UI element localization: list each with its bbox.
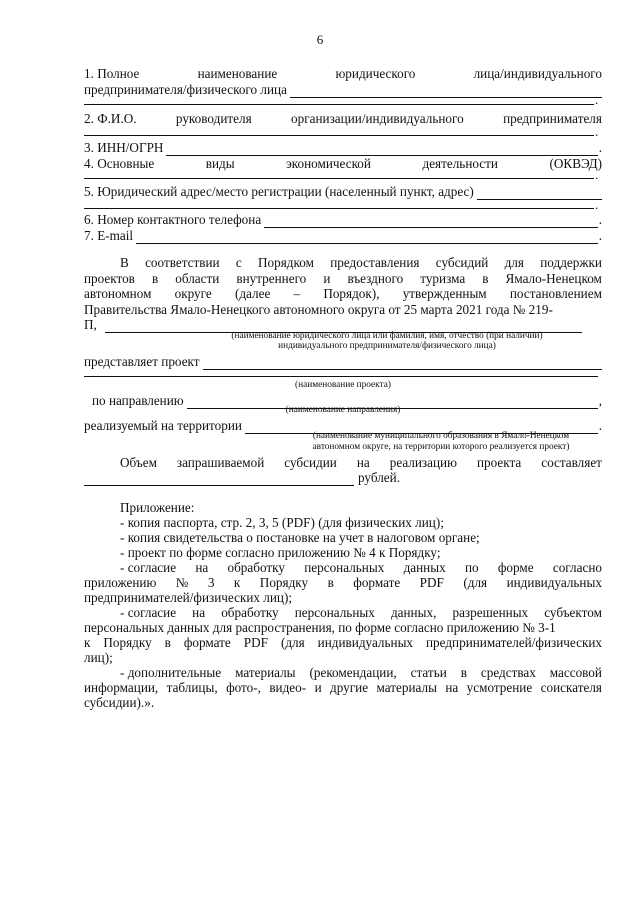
- word: персональных: [294, 605, 375, 620]
- statement-line-2: [84, 271, 602, 287]
- word: к: [84, 635, 91, 650]
- attachment-3: - проект по форме согласно приложению № 4 к Порядку;: [120, 545, 441, 560]
- field-4-input-line[interactable]: [84, 166, 594, 179]
- word: обработку: [221, 605, 279, 620]
- word: разрешенных: [452, 605, 529, 620]
- word: предпринимателей/физических: [426, 635, 602, 650]
- word: материалы: [376, 680, 437, 695]
- field-2-input-line[interactable]: [84, 123, 594, 136]
- caption-applicant-2: индивидуального предпринимателя/физического лица): [278, 341, 496, 351]
- word: (рекомендации,: [309, 665, 397, 680]
- word: (далее: [234, 286, 271, 301]
- word: формате: [183, 635, 231, 650]
- word: данных: [403, 560, 446, 575]
- caption-project: (наименование проекта): [295, 380, 391, 390]
- word: и: [314, 680, 322, 695]
- direction-label: по направлению: [92, 393, 184, 408]
- word: округе: [174, 286, 212, 301]
- field-7-line: 7. E-mail .: [84, 228, 602, 243]
- word: PDF: [243, 635, 268, 650]
- field-7-label: 7. E-mail: [84, 228, 134, 243]
- amount-unit: рублей.: [358, 470, 401, 485]
- word: форме: [497, 560, 534, 575]
- word: составляет: [541, 455, 602, 470]
- attachment-4-line-3: предпринимателей/физических лиц);: [84, 590, 293, 605]
- word: фото-,: [226, 680, 261, 695]
- word: предпринимателя: [503, 111, 602, 126]
- word: в: [482, 271, 489, 286]
- field-6-label: 6. Номер контактного телефона: [84, 212, 262, 227]
- word: наименование: [197, 66, 278, 81]
- attachment-2: - копия свидетельства о постановке на учет в налоговом органе;: [120, 530, 480, 545]
- word: согласно: [552, 560, 602, 575]
- word: по: [464, 560, 479, 575]
- word: усмотрение: [466, 680, 533, 695]
- word: для: [504, 255, 524, 270]
- word: Порядку: [259, 575, 309, 590]
- attachment-5-line-1: [120, 605, 602, 621]
- word: организации/индивидуального: [291, 111, 464, 126]
- attachment-6-line-2: [84, 680, 602, 696]
- word: Порядком: [258, 255, 314, 270]
- word: - согласие: [120, 605, 177, 620]
- caption-applicant-1: (наименование юридического лица или фамилия, имя, отчество (при наличии): [231, 331, 543, 341]
- word: предоставления: [330, 255, 420, 270]
- word: PDF: [419, 575, 444, 590]
- word: 3: [207, 575, 215, 590]
- word: материалы: [235, 665, 296, 680]
- word: запрашиваемой: [176, 455, 265, 470]
- amount-line-1: [120, 455, 602, 471]
- field-1-label: предпринимателя/физического лица: [84, 82, 287, 97]
- field-3-input-line[interactable]: [166, 144, 597, 156]
- territory-line: реализуемый на территории .: [84, 418, 602, 433]
- word: (для: [463, 575, 488, 590]
- word: в: [460, 665, 467, 680]
- word: 1. Полное: [84, 66, 140, 81]
- word: на: [356, 455, 370, 470]
- page-number: 6: [316, 32, 324, 47]
- word: 4. Основные: [84, 156, 155, 171]
- word: субсидии: [284, 455, 337, 470]
- word: на: [195, 560, 209, 575]
- word: другие: [330, 680, 369, 695]
- project-continuation-line[interactable]: [84, 366, 598, 377]
- attachment-4-line-1: [120, 560, 602, 576]
- word: утвержденным: [402, 286, 487, 301]
- word: деятельности: [422, 156, 498, 171]
- word: (ОКВЭД): [549, 156, 602, 171]
- word: –: [293, 286, 301, 301]
- word: Порядку: [103, 635, 152, 650]
- caption-direction: (наименование направления): [285, 405, 401, 415]
- amount-input-line[interactable]: [84, 474, 354, 486]
- word: и: [323, 271, 331, 286]
- field-5-label: 5. Юридический адрес/место регистрации (населенный пункт, адрес): [84, 184, 474, 199]
- attachment-1: - копия паспорта, стр. 2, 3, 5 (PDF) (для физических лиц);: [120, 515, 444, 530]
- word: - дополнительные: [120, 665, 222, 680]
- attachment-6-line-3: субсидии).».: [84, 695, 155, 710]
- word: в: [151, 271, 159, 286]
- word: В: [120, 255, 129, 270]
- amount-line-2: [84, 470, 602, 486]
- word: - согласие: [120, 560, 177, 575]
- word: приложению: [84, 575, 157, 590]
- attachment-4-line-2: [84, 575, 602, 591]
- word: виды: [205, 156, 235, 171]
- attachments-heading: Приложение:: [120, 500, 195, 515]
- word: статьи: [410, 665, 447, 680]
- word: лица/индивидуального: [473, 66, 602, 81]
- direction-line: по направлению ,: [92, 393, 602, 408]
- word: реализацию: [389, 455, 457, 470]
- field-5-continuation-line[interactable]: [84, 196, 594, 209]
- word: индивидуальных: [506, 575, 602, 590]
- project-label: представляет проект: [84, 354, 200, 369]
- field-1-continuation-line[interactable]: [84, 92, 594, 105]
- word: субсидий: [435, 255, 489, 270]
- word: индивидуальных: [317, 635, 414, 650]
- word: на: [192, 605, 206, 620]
- word: массовой: [549, 665, 602, 680]
- word: в: [327, 575, 334, 590]
- word: 2. Ф.И.О.: [84, 111, 137, 126]
- attachment-5-line-2: персональных данных для распространения, по форме согласно приложению № 3-1: [84, 620, 556, 635]
- word: субъектом: [544, 605, 602, 620]
- word: соискателя: [540, 680, 602, 695]
- word: въездного: [347, 271, 404, 286]
- word: таблицы,: [166, 680, 218, 695]
- word: автономном: [84, 286, 152, 301]
- field-1-line-1: [84, 66, 602, 82]
- word: туризма: [420, 271, 466, 286]
- attachment-5-line-4: лиц);: [84, 650, 113, 665]
- word: экономической: [286, 156, 371, 171]
- word: области: [175, 271, 220, 286]
- attachment-6-line-1: [120, 665, 602, 681]
- caption-territory-2: автономном округе, на территории которого реализуется проект): [312, 442, 570, 452]
- statement-line-3: [84, 286, 602, 302]
- word: обработку: [227, 560, 285, 575]
- word: поддержки: [540, 255, 602, 270]
- word: в: [164, 635, 171, 650]
- word: видео-: [269, 680, 307, 695]
- word: №: [175, 575, 189, 590]
- word: руководителя: [175, 111, 252, 126]
- territory-label: реализуемый на территории: [84, 418, 242, 433]
- statement-pp: П,: [84, 317, 97, 332]
- field-6-input-line[interactable]: [264, 216, 598, 228]
- word: соответствии: [145, 255, 220, 270]
- word: Порядок),: [323, 286, 380, 301]
- word: данных,: [390, 605, 437, 620]
- word: информации,: [84, 680, 159, 695]
- word: проекта: [476, 455, 522, 470]
- word: Объем: [120, 455, 157, 470]
- word: средствах: [480, 665, 536, 680]
- caption-territory-1: (наименование муниципального образования в Ямало-Ненецком: [312, 431, 570, 441]
- field-3-line: 3. ИНН/ОГРН .: [84, 140, 602, 155]
- word: персональных: [304, 560, 385, 575]
- word: юридического: [335, 66, 416, 81]
- document-page: 6 1. Полное наименование юридического лица/индивидуального предпринимателя/физического лица . 2. Ф.И.О. руководителя организации/индивидуального предпринимателя . 3. ИНН/ОГРН . 4. Основные виды экономической деятельности (ОКВЭД) . 5. Юридический адрес/место регистрации (населенный пункт, адрес) . 6. Номер контактного телефона . 7. E-mail . В соответствии с Порядком предоставления субсидий для поддержки проектов в области внутреннего и въездного туризма в Ямало-Ненецком автономном округе (далее – Порядок), утвержденным постановлением Правительства Ямало-Ненецкого автономного округа от 25 марта 2021 года № 219- П, (наименование юридического лица или фамилия, имя, отчество (при наличии) индивидуального предпринимателя/физического лица) представляет проект (наименование проекта) по направлению , (наименование направления) реализуемый на территории . (наименование муниципального образования в Ямало-Ненецком автономном округе, на территории которого реализуется проект) Объем запрашиваемой субсидии на реализацию проекта составляет рублей. Приложение: - копия паспорта, стр. 2, 3, 5 (PDF) (для физических лиц); - копия свидетельства о постановке на учет в налоговом органе; - проект по форме согласно приложению № 4 к Порядку; - согласие на обработку персональных данных по форме согласно приложению № 3 к Порядку в формате PDF (для индивидуальных предпринимателей/физических лиц); - согласие на обработку персональных данных, разрешенных субъектом персональных данных для распространения, по форме согласно приложению № 3-1 к Порядку в формате PDF (для индивидуальных предпринимателей/физических лиц); - дополнительные материалы (рекомендации, статьи в средствах массовой информации, таблицы, фото-, видео- и другие материалы на усмотрение соискателя субсидии).».: [0, 0, 640, 905]
- field-3-label: 3. ИНН/ОГРН: [84, 140, 164, 155]
- attachment-5-line-3: [84, 635, 602, 651]
- word: (для: [280, 635, 305, 650]
- word: к: [233, 575, 241, 590]
- statement-line-4: Правительства Ямало-Ненецкого автономного округа от 25 марта 2021 года № 219-: [84, 302, 553, 317]
- field-7-input-line[interactable]: [136, 232, 598, 244]
- word: постановлением: [509, 286, 602, 301]
- field-6-line: 6. Номер контактного телефона .: [84, 212, 602, 227]
- word: на: [445, 680, 459, 695]
- word: проектов: [84, 271, 135, 286]
- statement-line-1: [120, 255, 602, 271]
- word: Ямало-Ненецком: [505, 271, 602, 286]
- word: с: [235, 255, 242, 270]
- word: формате: [353, 575, 401, 590]
- word: внутреннего: [236, 271, 307, 286]
